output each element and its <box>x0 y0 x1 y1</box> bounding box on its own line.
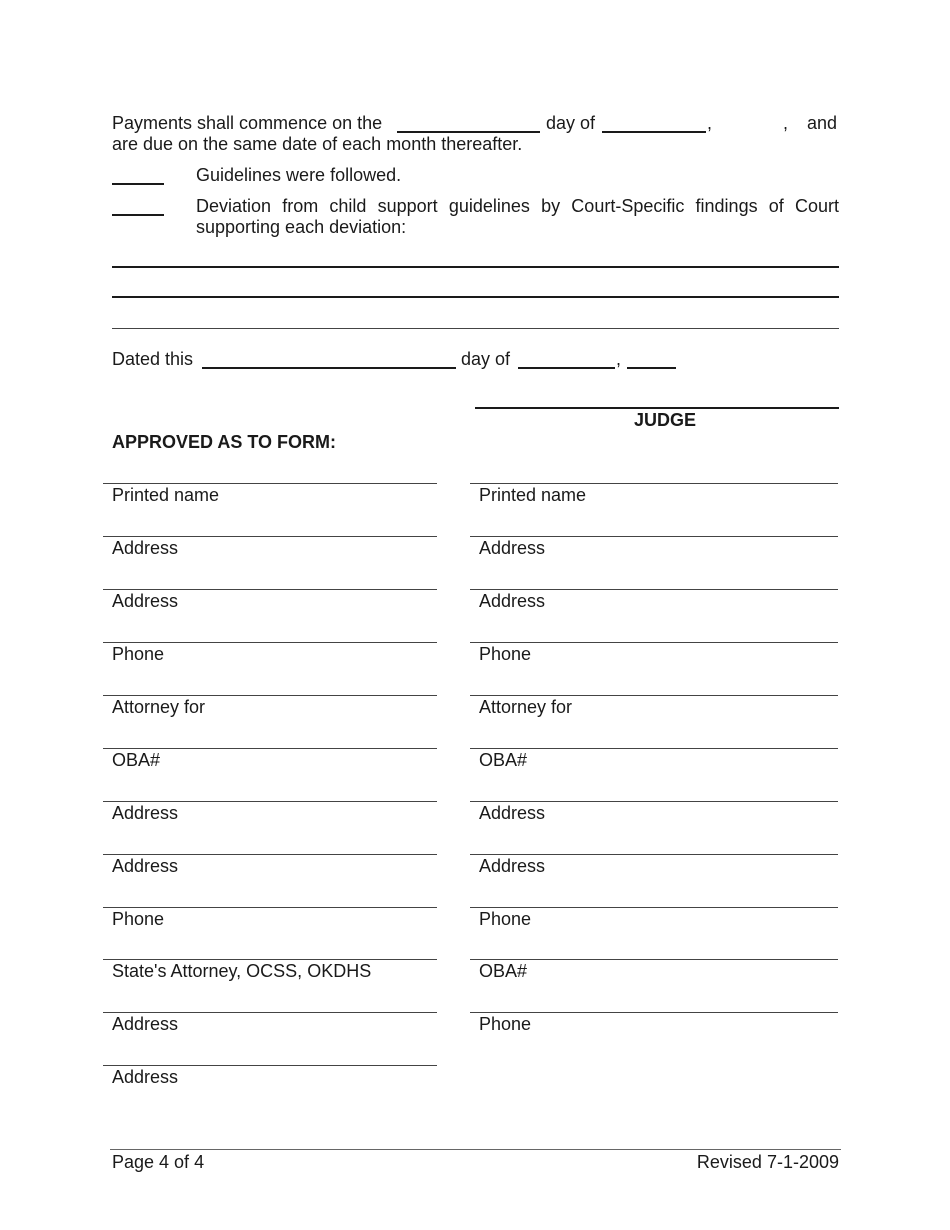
payment-due-text: are due on the same date of each month thereafter. <box>112 134 523 154</box>
left-label-states-attorney: State's Attorney, OCSS, OKDHS <box>112 961 372 981</box>
right-label-address-3: Address <box>479 803 546 823</box>
left-label-address-5: Address <box>112 1014 179 1034</box>
right-label-address-4: Address <box>479 856 546 876</box>
right-label-phone-2: Phone <box>479 909 532 929</box>
payment-day-field[interactable] <box>397 131 540 133</box>
right-label-phone-3: Phone <box>479 1014 532 1034</box>
right-line-address-1[interactable] <box>470 536 838 537</box>
left-label-phone-2: Phone <box>112 909 165 929</box>
left-line-address-1[interactable] <box>103 536 437 537</box>
right-line-oba-2[interactable] <box>470 959 838 960</box>
right-line-address-2[interactable] <box>470 589 838 590</box>
deviation-write-line-3[interactable] <box>112 328 839 329</box>
right-label-address-2: Address <box>479 591 546 611</box>
right-line-attorney-for[interactable] <box>470 695 838 696</box>
payment-month-field[interactable] <box>602 131 706 133</box>
left-line-phone-1[interactable] <box>103 642 437 643</box>
dated-year-field[interactable] <box>627 367 676 369</box>
dated-day-field[interactable] <box>202 367 456 369</box>
right-label-oba-1: OBA# <box>479 750 528 770</box>
payment-commence-text: Payments shall commence on the <box>112 113 383 133</box>
footer-rule <box>110 1149 841 1150</box>
dated-this-text: Dated this <box>112 349 194 369</box>
deviation-write-line-1[interactable] <box>112 266 839 268</box>
left-label-printed-name: Printed name <box>112 485 220 505</box>
payment-and-text: and <box>807 113 838 133</box>
left-label-oba: OBA# <box>112 750 161 770</box>
left-line-address-2[interactable] <box>103 589 437 590</box>
payment-day-of-text: day of <box>546 113 596 133</box>
left-line-address-4[interactable] <box>103 854 437 855</box>
left-line-oba[interactable] <box>103 748 437 749</box>
left-line-address-5[interactable] <box>103 1012 437 1013</box>
deviation-text-line2: supporting each deviation: <box>196 217 407 237</box>
left-line-address-3[interactable] <box>103 801 437 802</box>
left-label-address-1: Address <box>112 538 179 558</box>
dated-day-of-text: day of <box>461 349 511 369</box>
left-label-address-3: Address <box>112 803 179 823</box>
dated-comma: , <box>616 349 622 369</box>
left-line-phone-2[interactable] <box>103 907 437 908</box>
right-line-phone-1[interactable] <box>470 642 838 643</box>
footer-revised-date: Revised 7-1-2009 <box>696 1152 839 1172</box>
approved-heading: APPROVED AS TO FORM: <box>112 432 337 452</box>
right-line-phone-2[interactable] <box>470 907 838 908</box>
dated-month-field[interactable] <box>518 367 615 369</box>
judge-signature-line[interactable] <box>475 407 839 409</box>
right-label-printed-name: Printed name <box>479 485 587 505</box>
left-label-address-4: Address <box>112 856 179 876</box>
left-label-address-2: Address <box>112 591 179 611</box>
deviation-write-line-2[interactable] <box>112 296 839 298</box>
left-label-attorney-for: Attorney for <box>112 697 206 717</box>
left-line-printed-name[interactable] <box>103 483 437 484</box>
right-line-phone-3[interactable] <box>470 1012 838 1013</box>
deviation-text-line1: Deviation from child support guidelines by Court-Specific findings of Court <box>196 196 839 216</box>
footer-page-number: Page 4 of 4 <box>112 1152 205 1172</box>
payment-comma: , <box>707 113 713 133</box>
guidelines-followed-checkline[interactable] <box>112 183 164 185</box>
left-label-address-6: Address <box>112 1067 179 1087</box>
left-line-attorney-for[interactable] <box>103 695 437 696</box>
right-label-phone-1: Phone <box>479 644 532 664</box>
right-label-oba-2: OBA# <box>479 961 528 981</box>
right-label-address-1: Address <box>479 538 546 558</box>
deviation-checkline[interactable] <box>112 214 164 216</box>
left-line-address-6[interactable] <box>103 1065 437 1066</box>
right-line-address-3[interactable] <box>470 801 838 802</box>
right-line-oba-1[interactable] <box>470 748 838 749</box>
right-label-attorney-for: Attorney for <box>479 697 573 717</box>
right-line-printed-name[interactable] <box>470 483 838 484</box>
judge-label: JUDGE <box>633 410 696 430</box>
left-label-phone-1: Phone <box>112 644 165 664</box>
payment-comma-2: , <box>783 113 789 133</box>
right-line-address-4[interactable] <box>470 854 838 855</box>
guidelines-followed-text: Guidelines were followed. <box>196 165 402 185</box>
left-line-states-attorney[interactable] <box>103 959 437 960</box>
